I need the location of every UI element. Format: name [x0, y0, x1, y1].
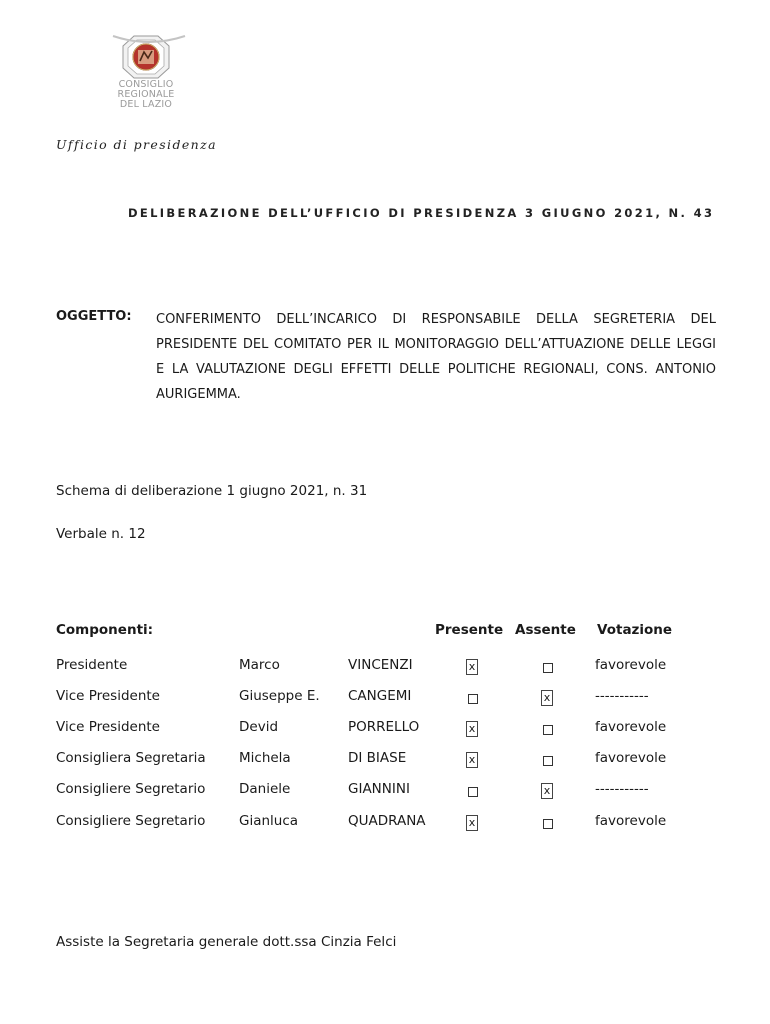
schema-reference: Schema di deliberazione 1 giugno 2021, n. 31 — [56, 483, 368, 499]
member-last-name: VINCENZI — [348, 657, 413, 673]
logo-swoosh-icon — [111, 34, 187, 44]
subject-text: CONFERIMENTO DELL’INCARICO DI RESPONSABILE DELLA SEGRETERIA DEL PRESIDENTE DEL COMITATO PER IL MONITORAGGIO DELL’ATTUAZIONE DELLE LEGGI E LA VALUTAZIONE DEGLI EFFETTI DELLE POLITICHE REGIONALI, CONS. ANTONIO AURIGEMMA. — [156, 312, 716, 402]
header-vote: Votazione — [597, 622, 673, 638]
member-role: Vice Presidente — [56, 719, 160, 735]
council-logo — [106, 34, 186, 126]
header-present: Presente — [435, 622, 504, 638]
table-row — [0, 781, 770, 805]
table-row — [0, 750, 770, 774]
present-checkbox: x — [466, 752, 478, 768]
present-checkbox: x — [466, 815, 478, 831]
table-row — [0, 657, 770, 681]
member-last-name: DI BIASE — [348, 750, 407, 766]
header-absent: Assente — [515, 622, 576, 638]
assisting-secretary: Assiste la Segretaria generale dott.ssa Cinzia Felci — [56, 934, 397, 950]
member-role: Consigliere Segretario — [56, 813, 206, 829]
member-first-name: Daniele — [239, 781, 291, 797]
member-role: Consigliere Segretario — [56, 781, 206, 797]
present-checkbox: x — [466, 659, 478, 675]
member-vote: favorevole — [595, 657, 667, 673]
absent-checkbox: x — [541, 690, 553, 706]
member-vote: favorevole — [595, 750, 667, 766]
member-role: Vice Presidente — [56, 688, 160, 704]
verbale-number: Verbale n. 12 — [56, 526, 146, 542]
absent-checkbox: x — [541, 783, 553, 799]
member-last-name: QUADRANA — [348, 813, 426, 829]
absent-checkbox — [543, 756, 553, 766]
absent-checkbox — [543, 663, 553, 673]
logo-line-2: REGIONALE — [117, 89, 175, 100]
member-role: Presidente — [56, 657, 128, 673]
table-row — [0, 688, 770, 712]
logo-line-3: DEL LAZIO — [119, 99, 173, 110]
member-first-name: Michela — [239, 750, 291, 766]
table-row — [0, 813, 770, 837]
header-components: Componenti: — [56, 622, 154, 638]
member-last-name: CANGEMI — [348, 688, 412, 704]
member-vote: ----------- — [595, 781, 649, 797]
absent-checkbox — [543, 725, 553, 735]
subject-label: OGGETTO: — [56, 309, 132, 324]
office-name: Ufficio di presidenza — [56, 137, 217, 152]
absent-checkbox — [543, 819, 553, 829]
member-first-name: Devid — [239, 719, 279, 735]
member-vote: favorevole — [595, 813, 667, 829]
member-first-name: Giuseppe E. — [239, 688, 320, 704]
member-role: Consigliera Segretaria — [56, 750, 206, 766]
present-checkbox — [468, 694, 478, 704]
present-checkbox — [468, 787, 478, 797]
member-vote: ----------- — [595, 688, 649, 704]
member-first-name: Gianluca — [239, 813, 299, 829]
table-row — [0, 719, 770, 743]
member-vote: favorevole — [595, 719, 667, 735]
present-checkbox: x — [466, 721, 478, 737]
deliberation-heading: DELIBERAZIONE DELL’UFFICIO DI PRESIDENZA 3 GIUGNO 2021, N. 43 — [128, 206, 715, 220]
member-first-name: Marco — [239, 657, 280, 673]
member-last-name: PORRELLO — [348, 719, 420, 735]
logo-line-1: CONSIGLIO — [118, 79, 174, 90]
member-last-name: GIANNINI — [348, 781, 410, 797]
